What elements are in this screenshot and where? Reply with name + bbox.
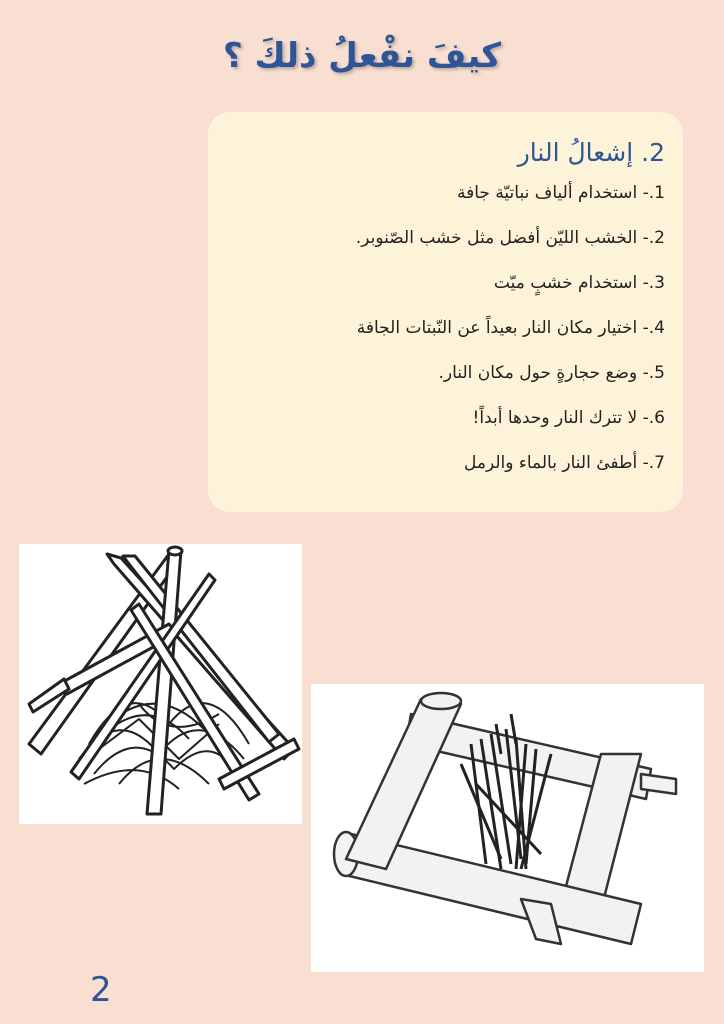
instructions-card <box>208 112 683 512</box>
teepee-campfire-drawing <box>19 544 302 824</box>
step-item: 4.- اختيار مكان النار بعيداً عن النّبتات الجافة <box>356 318 665 338</box>
steps-list <box>226 181 665 496</box>
step-item: 1.- استخدام ألياف نباتيّة جافة <box>456 183 665 203</box>
step-item: 5.- وضع حجارةٍ حول مكان النار. <box>438 363 665 383</box>
step-item: 7.- أطفئ النار بالماء والرمل <box>464 453 665 473</box>
section-title: 2. إشعالُ النار <box>517 138 665 167</box>
step-item: 6.- لا تترك النار وحدها أبداً! <box>472 408 665 428</box>
step-item: 2.- الخشب الليّن أفضل مثل خشب الصّنوبر. <box>355 228 665 248</box>
log-cabin-campfire-icon <box>311 684 704 972</box>
teepee-campfire-icon <box>19 544 302 824</box>
page-number: 2 <box>90 970 112 1010</box>
log-cabin-campfire-drawing <box>311 684 704 972</box>
page-title: كيفَ نفْعلُ ذلكَ ؟ <box>222 36 502 76</box>
step-item: 3.- استخدام خشبٍ ميّت <box>493 273 665 293</box>
